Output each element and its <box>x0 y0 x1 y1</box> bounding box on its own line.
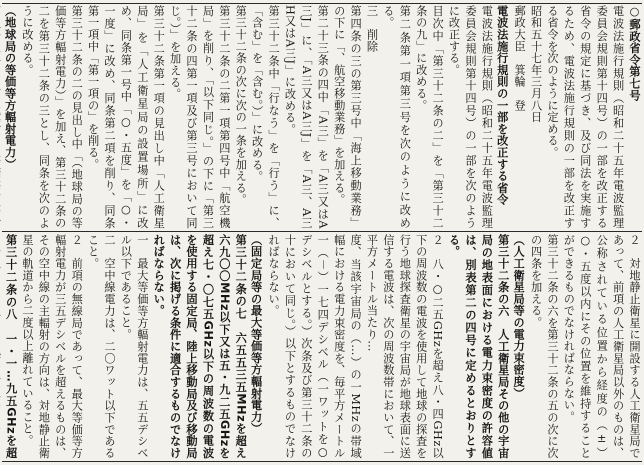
paragraph: 第三十二条の二の見出し中「（地球局の等価等方輻射電力）」を加え、第三十二条の二を第三十二条の三とし、同条を次のように改める。 <box>20 5 84 229</box>
tier-divider-rule <box>2 231 642 232</box>
paragraph: 第二十三条の四中「A三」を「A三又はA三J」に、「A三又はA三J」を「A三、A三H又はA三J」に改める。 <box>283 5 330 229</box>
paragraph: 目次中「第三十二条の二」を「第三十二条の九」に改める。 <box>414 5 445 229</box>
lower-tier <box>2 234 642 459</box>
amendment-title: 電波法施行規則の一部を改正する省令 <box>495 5 510 206</box>
paragraph: ２ 対地静止衛星に開設する人工衛星局であって、前項の人工衛星局以外のものは、公称されている位置から経度の（±）○・五度以内にその位置を維持することができるものでなければならない。 <box>562 234 641 459</box>
ordinance-title: ○郵政省令第七号 <box>628 5 641 102</box>
upper-tier <box>2 5 642 229</box>
paragraph: 第三十二条の二第一項第四号中「航空機局」を削り、「以下同じ。」の下に「第三十二条の四第一項及び第三号において同じ。）」を加える。 <box>168 5 231 229</box>
upper-tier-text <box>2 5 642 229</box>
article: 第三十二条の八 一・一…九五GHzを超 <box>4 234 18 459</box>
paragraph: 三 削除 <box>365 5 379 53</box>
lower-tier-text <box>2 234 642 459</box>
list-item: 一 最大等価等方輻射電力は、五五デシベル以下であること。 <box>119 234 149 459</box>
paragraph: 第三十二条第一項の見出し中「人工衛星局」を「人工衛星局の設置場所」に改め、同条第一号中「○・五度」を「○・一度」に改め、同条第二項を削り、同条第一項中「第一項の」を削る。 <box>86 5 166 229</box>
list-item: 二 空中線電力は、二〇ワット以下であること。 <box>86 234 116 459</box>
bottom-rule <box>2 461 642 462</box>
date-line: 昭和五十七年三月八日 <box>529 5 543 123</box>
paragraph: 電波法施行規則（昭和二十五年電波監理委員会規則第十四号）の一部を次のように改正する。 <box>447 5 494 229</box>
section-caption: （地球局の等価等方輻射電力） <box>3 5 18 171</box>
article: 第三十二条の七 六五五三五MHzを超え六九〇〇MHz以下又は五・九二五GHzを超え七・〇七五GHz以下の周波数の電波を使用する固定局、陸上移動局及び移動局は、次に掲げる条件に適合するものでなければならない。 <box>152 234 248 459</box>
paragraph: 度、当該宇宙局の（…）の一MHzの帯域幅における電力束密度を、毎平方メートル一（－）一七四デシベル（一ワットを○デシベルとする。）次条及び第三十二条の十において同じ。）以下とするものでなければならない。 <box>267 234 363 459</box>
section-caption: （人工衛星局等の電力束密度） <box>512 234 527 400</box>
minister-signature: 郵政大臣 箕輪 登 <box>513 5 527 112</box>
article <box>0 5 1 229</box>
paragraph: 第四条の三の第三号中「海上移動業務」の下に「、航空移動業務」を加える。 <box>332 5 363 229</box>
paragraph: 第三十二条中「行なう」を「行う」に、「含む」を「含む。）」に改める。 <box>250 5 281 229</box>
paragraph: 第三十二条の次に次の一条を加える。 <box>234 5 248 206</box>
paragraph: 第二条第一項第三号を次のように改める。 <box>381 5 412 229</box>
paragraph: 第三十二条の六を第三十二条の五の次に次の四条を加える。 <box>529 234 559 459</box>
top-rule <box>2 3 642 4</box>
section-caption: （固定局等の最大等価等方輻射電力） <box>249 234 264 435</box>
preamble: 電波法施行規則（昭和二十五年電波監理委員会規則第十四号）の一部を改正する省令の規定に基づき、及び同法を実施するため、電波法施行規則の一部を改正する省令を次のように定める。 <box>545 5 625 229</box>
paragraph: ２ 八・○二五GHzを超え八・四GHz以下の周波数の電波を使用して地球の探査を行う地球探査衛星の宇宙局が地球表面に送信する電波は、次の周波数帯において、一平方メートル当たり… <box>365 234 445 459</box>
article: 第三十二条の六 人工衛星局その他の宇宙局の地表面における電力束密度の許容値は、別表第二の四号に定めるとおりとする。 <box>447 234 510 459</box>
paragraph: ２ 前項の無線局であって、最大等価等方輻射電力が三五デシベルを超えるものは、その空中線の主輻射の方向は、対地静止衛星の軌道から二度以上離れていること。 <box>20 234 84 459</box>
